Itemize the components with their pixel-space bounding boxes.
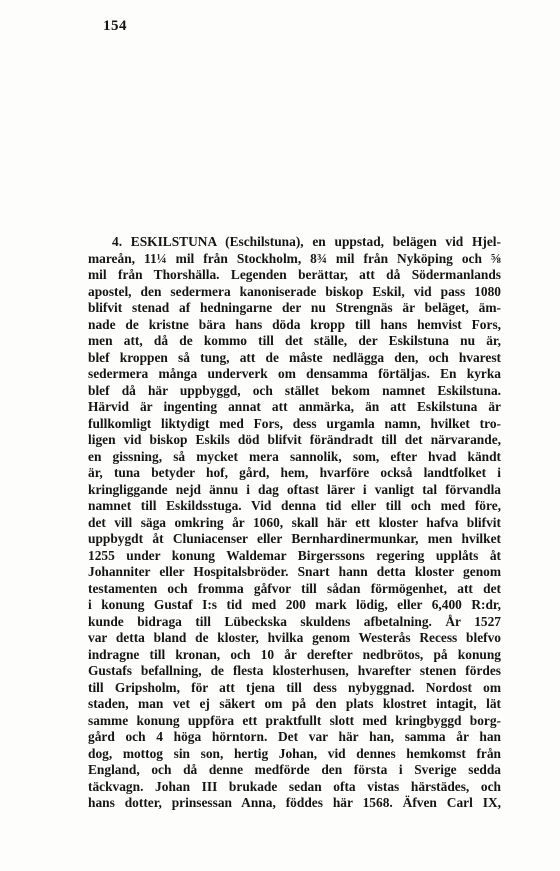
text-line: var detta bland de kloster, hvilka genom Westerås Recess blefvo [88,630,501,645]
text-line: är, tuna betyder hof, gård, hem, hvarföre också landtfolket i [88,465,501,480]
text-line: Gustafs befallning, de flesta klosterhusen, hvarefter stenen fördes [88,663,501,678]
text-line: samme konung uppföra ett praktfullt slott med kringbyggd borg- [88,712,501,728]
text-line: Johanniter eller Hospitalsbröder. Snart hann detta kloster genom [88,564,501,579]
text-line: kunde bidraga till Lübeckska skuldens afbetalning. År 1527 [88,613,501,629]
text-line: Härvid är ingenting annat att anmärka, än att Eskilstuna är [88,399,501,414]
text-line: kringliggande nejd ännu i dag oftast lärer i vanligt tal förvandla [88,481,501,497]
text-line: England, och då denne medförde den första i Sverige sedda [88,762,501,777]
text-line: 4. ESKILSTUNA (Eschilstuna), en uppstad, belägen vid Hjel- [112,234,501,249]
text-line: testamenten och fromma gåfvor till sådan förmögenhet, att det [88,580,501,596]
text-line: mil från Thorshälla. Legenden berättar, att då Södermanlands [88,267,501,282]
article-text [88,234,501,812]
text-line: blifvit stenad af hedningarne der nu Strengnäs är beläget, äm- [88,300,501,315]
text-line: hans dotter, prinsessan Anna, föddes här 1568. Äfven Carl IX, [88,795,501,810]
text-line: i konung Gustaf I:s tid med 200 mark lödig, eller 6,400 R:dr, [88,597,501,612]
text-line: mareån, 11¼ mil från Stockholm, 8¾ mil från Nyköping och ⅝ [88,250,501,266]
text-line: en gissning, så mycket mera sannolik, som, efter hvad kändt [88,448,501,464]
text-line: blef kroppen så tung, att de måste nedlägga den, och hvarest [88,349,501,365]
text-line: sedermera många underverk om densamma förtäljas. En kyrka [88,366,501,381]
text-line: men att, då de kommo till det ställe, der Eskilstuna nu är, [88,333,501,348]
text-line: gård och 4 höga hörntorn. Det var här han, samma år han [88,729,501,744]
text-line: blef då här uppbyggd, och stället bekom namnet Eskilstuna. [88,382,501,398]
text-line: 1255 under konung Waldemar Birgerssons regering upplåts åt [88,547,501,563]
text-line: staden, man vet ej säkert om på den plats klostret intagit, lät [88,696,501,711]
text-line: uppbygdt åt Cluniacenser eller Bernhardinermunkar, men hvilket [88,531,501,546]
text-line: ligen vid biskop Eskils död blifvit förändradt till det närvarande, [88,432,501,447]
text-line: till Gripsholm, för att tjena till dess nybyggnad. Nordost om [88,679,501,695]
text-line: det vill säga omkring år 1060, skall här ett kloster hafva blifvit [88,514,501,530]
text-line: fullkomligt liktydigt med Fors, dess urgamla namn, hvilket tro- [88,415,501,431]
text-line: apostel, den sedermera kanoniserade biskop Eskil, vid pass 1080 [88,283,501,299]
text-line: dog, mottog sin son, hertig Johan, vid dennes hemkomst från [88,745,501,761]
text-line: indragne till kronan, och 10 år derefter nedbrötos, på konung [88,646,501,662]
text-line: nade de kristne bära hans döda kropp till hans hemvist Fors, [88,316,501,332]
text-line: täckvagn. Johan III brukade sedan ofta vistas härstädes, och [88,778,501,794]
page-number: 154 [103,18,127,34]
text-line: namnet till Eskildsstuga. Vid denna tid eller till och med före, [88,498,501,513]
